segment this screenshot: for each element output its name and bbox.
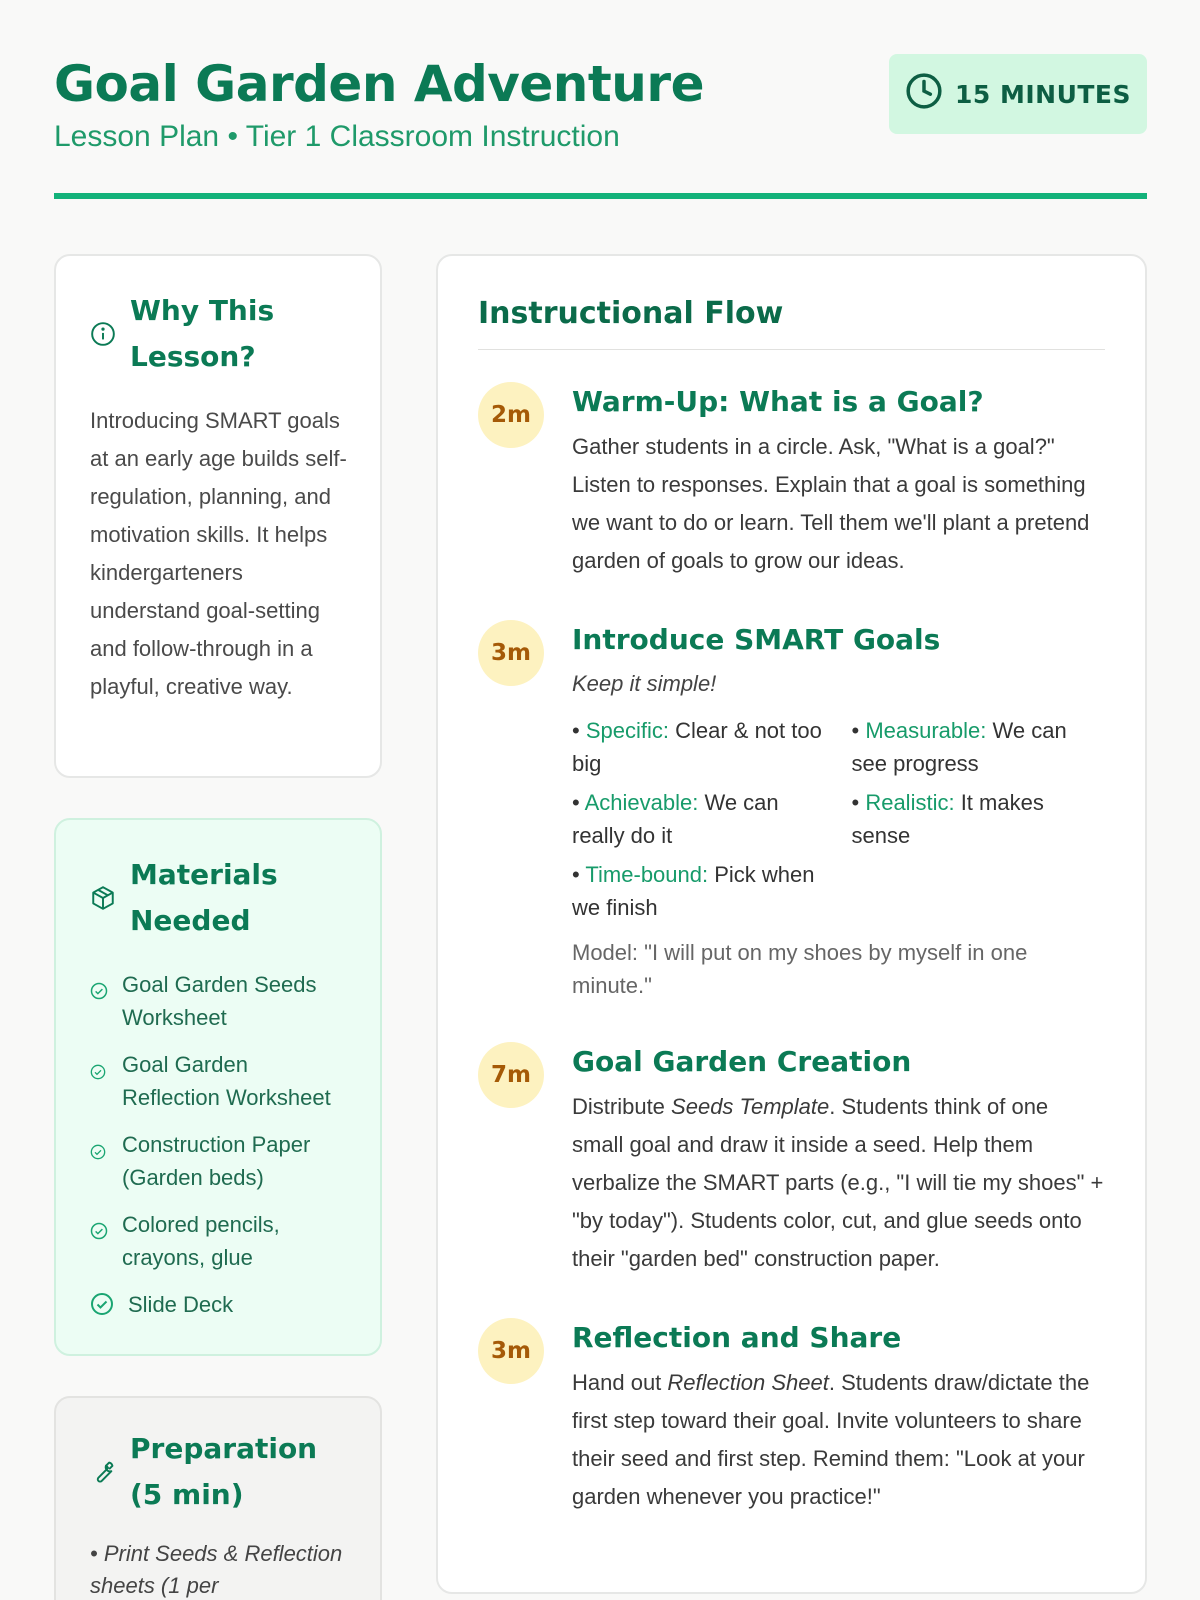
smart-item: • Achievable: We can really do it <box>572 790 779 848</box>
smart-item: • Realistic: It makes sense <box>851 790 1044 848</box>
flow-title: Instructional Flow <box>478 296 1105 350</box>
step-model-example: Model: "I will put on my shoes by myself in one minute." <box>572 940 1028 998</box>
page-title: Goal Garden Adventure <box>54 55 704 113</box>
step-title: Reflection and Share <box>572 1321 902 1354</box>
materials-title-text: Materials Needed <box>130 858 278 937</box>
materials-card <box>54 818 382 1356</box>
instructional-flow-card <box>436 254 1147 1594</box>
header-divider <box>54 193 1147 199</box>
duration-label: 15 MINUTES <box>954 79 1132 109</box>
step-description: Hand out Reflection Sheet. Students draw/dictate the first step toward their goal. Invite volunteers to share their seed and first step. Remind them: "Look at your garden whenever you practice!" <box>572 1370 1090 1509</box>
why-title-text: Why This Lesson? <box>130 294 275 373</box>
why-description: Introducing SMART goals at an early age builds self-regulation, planning, and motivation skills. It helps kindergarteners understand goal-setting and follow-through in a playful, creative way. <box>90 408 347 699</box>
step-title: Introduce SMART Goals <box>572 623 941 656</box>
step-description: Gather students in a circle. Ask, "What is a goal?" Listen to responses. Explain that a goal is something we want to do or learn. Tell them we'll plant a pretend garden of goals to grow our ideas. <box>572 434 1090 573</box>
list-item: Goal Garden Seeds Worksheet <box>90 968 348 1034</box>
check-circle-icon <box>90 968 108 1009</box>
step-note: Keep it simple! <box>572 671 717 696</box>
list-item: Goal Garden Reflection Worksheet <box>90 1048 348 1114</box>
why-card <box>54 254 382 778</box>
check-circle-icon <box>90 1208 108 1249</box>
why-card-title <box>90 288 348 380</box>
materials-card-title <box>90 852 348 944</box>
step-description: Distribute Seeds Template. Students think of one small goal and draw it inside a seed. Help them verbalize the SMART parts (e.g., "I will tie my shoes" + "by today"). Students color, cut, and glue seeds onto their "garden bed" construction paper. <box>572 1094 1104 1271</box>
step-time-badge: 7m <box>478 1042 544 1108</box>
smart-item: • Measurable: We can see progress <box>851 718 1067 776</box>
page-subtitle: Lesson Plan • Tier 1 Classroom Instruction <box>54 120 620 153</box>
smart-item: • Specific: Clear & not too big <box>572 718 822 776</box>
list-item: Slide Deck <box>90 1288 348 1325</box>
package-icon <box>90 885 116 911</box>
duration-badge <box>889 54 1147 134</box>
materials-list <box>90 968 348 1325</box>
step-time-badge: 3m <box>478 1318 544 1384</box>
preparation-card-title <box>90 1426 348 1518</box>
check-circle-icon <box>90 1128 108 1169</box>
wrench-icon <box>90 1459 116 1485</box>
preparation-card <box>54 1396 382 1600</box>
preparation-title-text: Preparation (5 min) <box>130 1432 318 1511</box>
step-time-badge: 2m <box>478 382 544 448</box>
check-circle-icon <box>90 1048 108 1089</box>
list-item: Colored pencils, crayons, glue <box>90 1208 348 1274</box>
flow-step <box>478 620 1105 1002</box>
check-circle-icon <box>90 1288 114 1325</box>
flow-step <box>478 1318 1105 1516</box>
flow-step <box>478 1042 1105 1278</box>
step-title: Goal Garden Creation <box>572 1045 912 1078</box>
flow-step <box>478 382 1105 580</box>
preparation-item: • Print Seeds & Reflection sheets (1 per <box>90 1541 343 1598</box>
step-time-badge: 3m <box>478 620 544 686</box>
clock-icon <box>905 72 943 116</box>
lesson-header <box>54 50 1147 154</box>
smart-criteria-grid <box>572 714 1105 924</box>
smart-item: • Time-bound: Pick when we finish <box>572 862 815 920</box>
step-title: Warm-Up: What is a Goal? <box>572 385 984 418</box>
list-item: Construction Paper (Garden beds) <box>90 1128 348 1194</box>
info-icon <box>90 321 116 347</box>
